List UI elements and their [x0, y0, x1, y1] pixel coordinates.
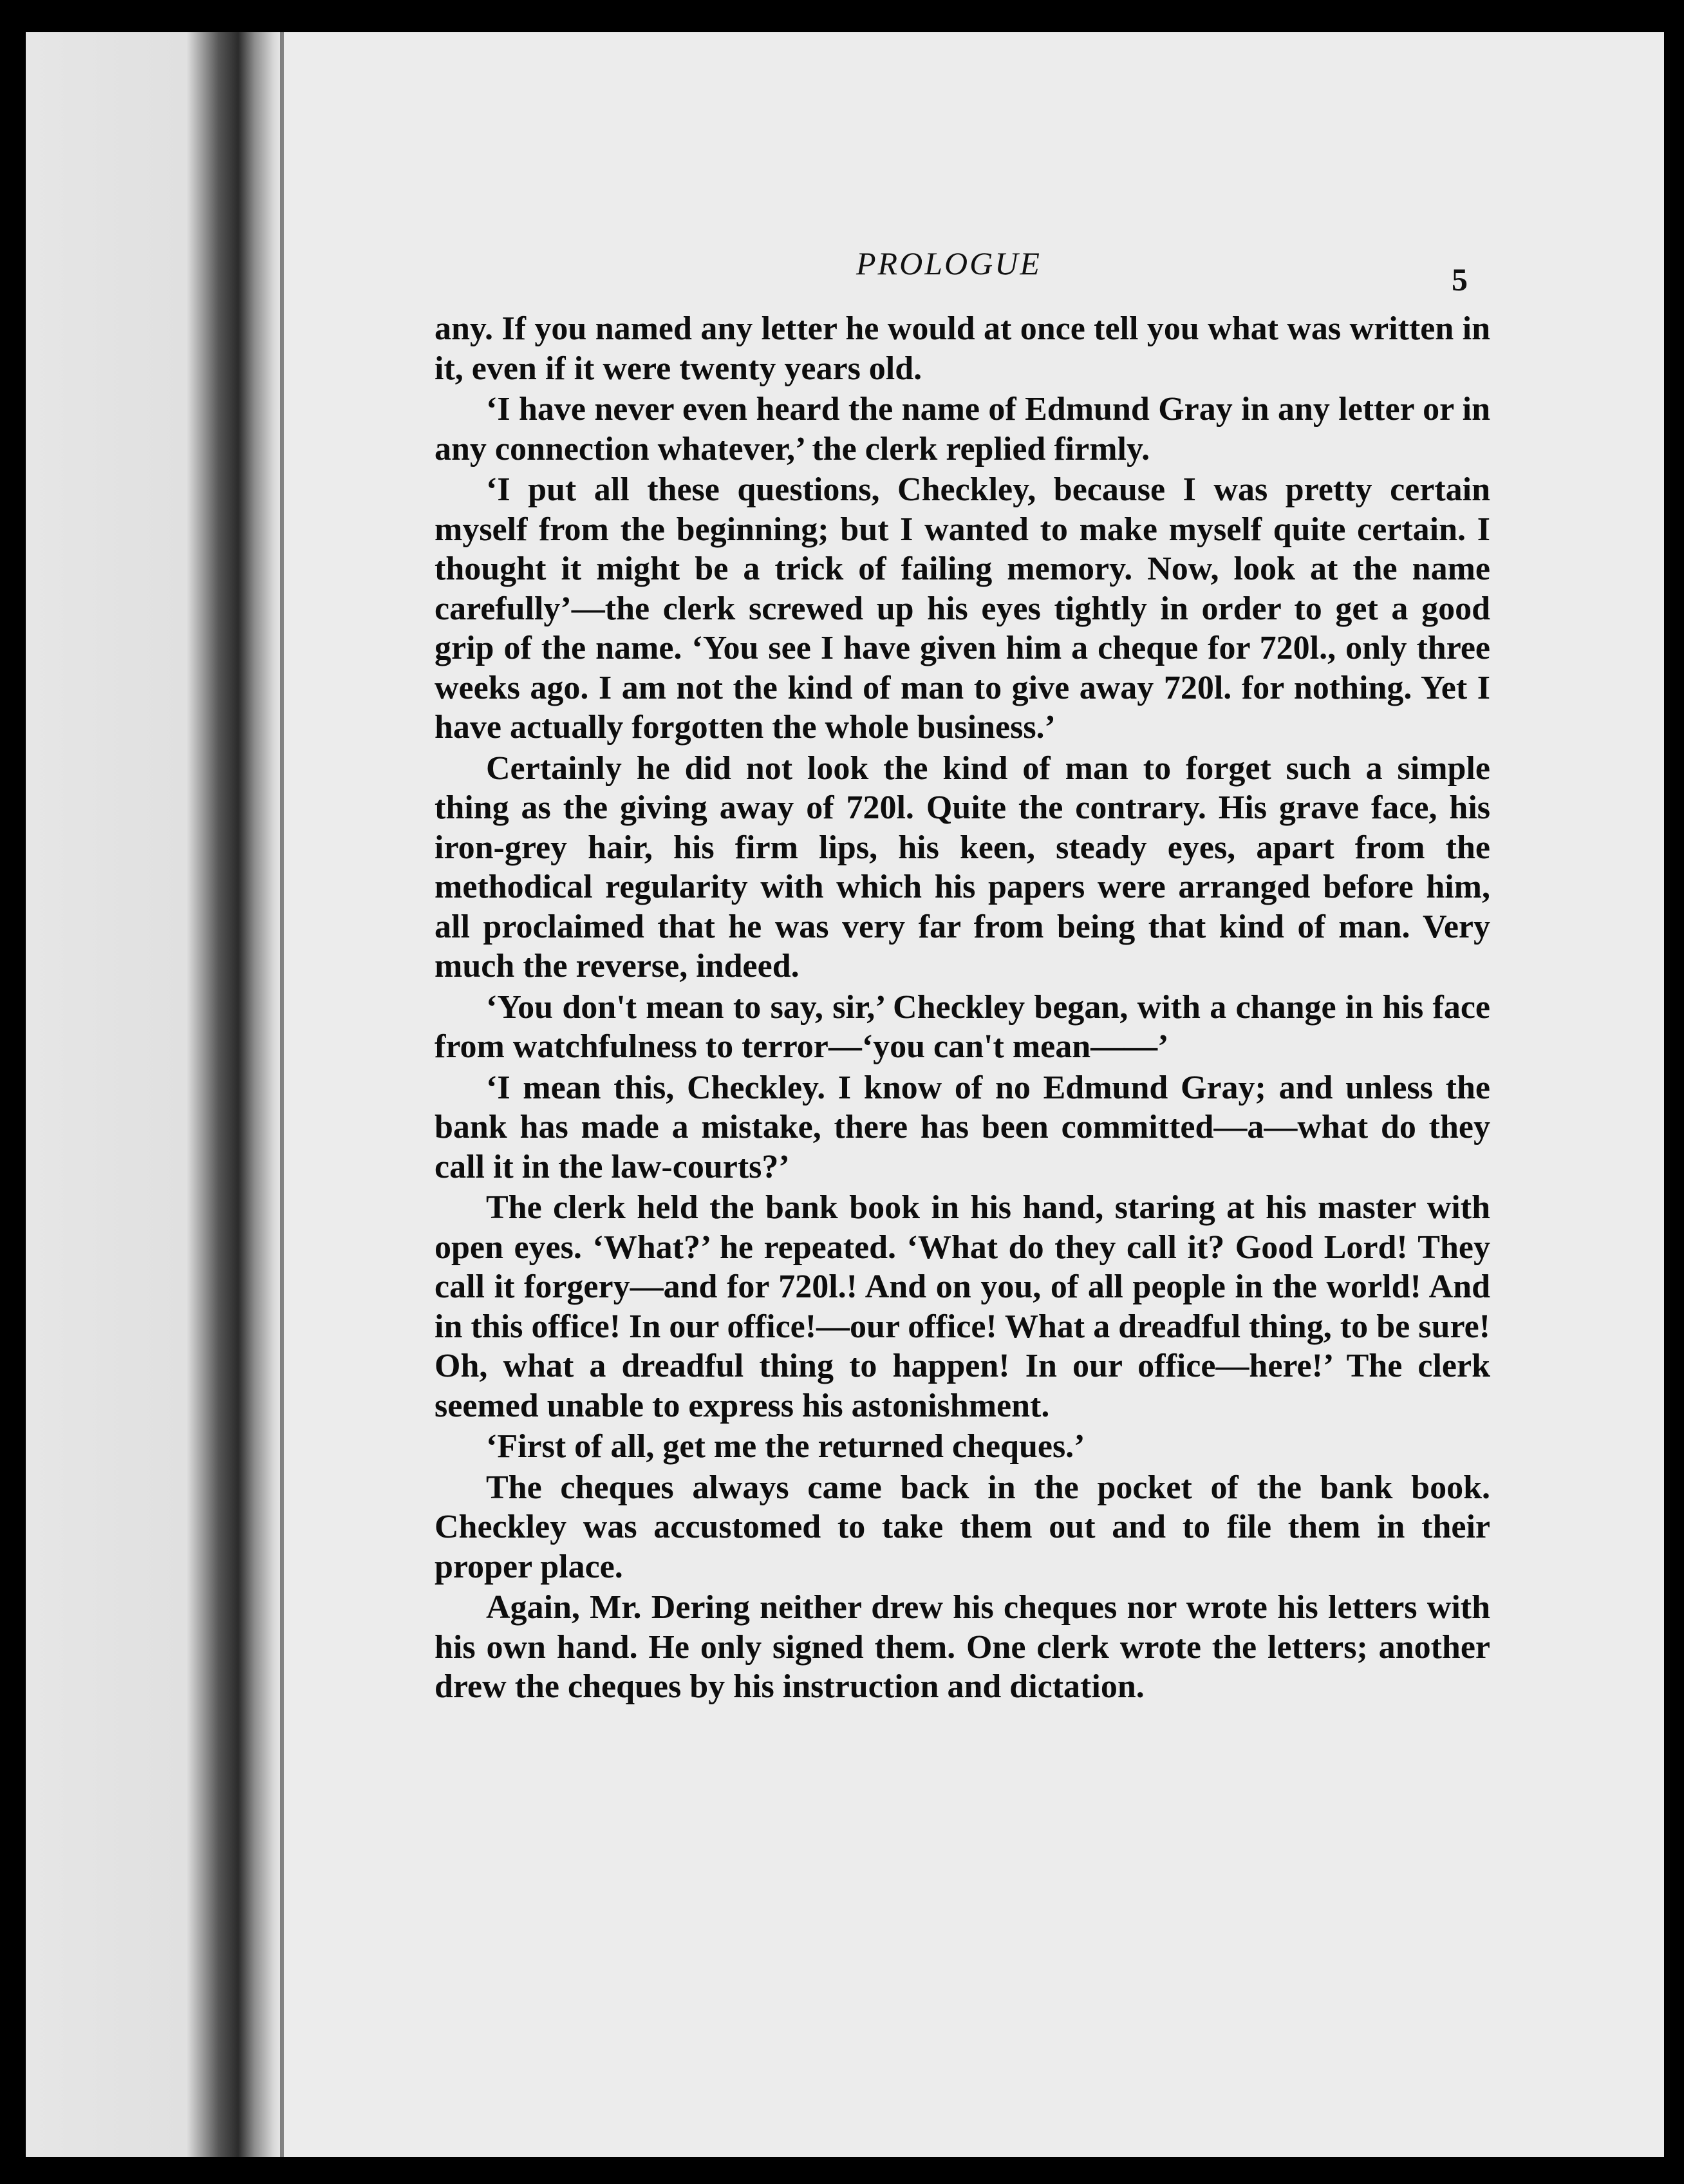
paragraph: Certainly he did not look the kind of man to forget such a simple thing as the giving away of 720l. Quite the contrary. His grave face, his iron-grey hair, his firm lips, his keen, steady eyes, apart from the methodical regularity with which his papers were arranged before him, all proclaimed that he was very far from being that kind of man. Very much the reverse, indeed. — [435, 749, 1490, 984]
page-gutter-edge — [280, 32, 284, 2157]
paragraph: ‘You don't mean to say, sir,’ Checkley began, with a change in his face from watchfulness to terror—‘you can't mean——’ — [435, 988, 1490, 1065]
paragraph: ‘I put all these questions, Checkley, because I was pretty certain myself from the beginning; but I wanted to make myself quite certain. I thought it might be a trick of failing memory. Now, look at the name carefully’—the clerk screwed up his eyes tightly in order to get a good grip of the name. ‘You see I have given him a cheque for 720l., only three weeks ago. I am not the kind of man to give away 720l. for nothing. Yet I have actually forgotten the whole business.’ — [435, 471, 1490, 746]
body-text — [435, 309, 1490, 1708]
scanned-book-page — [26, 32, 1664, 2157]
page-number: 5 — [1452, 261, 1468, 297]
paragraph: ‘I mean this, Checkley. I know of no Edmund Gray; and unless the bank has made a mistake, there has been committed—a—what do they call it in the law-courts?’ — [435, 1069, 1490, 1185]
book-spine-shadow — [26, 32, 283, 2157]
paragraph: any. If you named any letter he would at once tell you what was written in it, even if it were twenty years old. — [435, 310, 1490, 387]
paragraph: The cheques always came back in the pocket of the bank book. Checkley was accustomed to take them out and to file them in their proper place. — [435, 1469, 1490, 1585]
paragraph: ‘I have never even heard the name of Edmund Gray in any letter or in any connection whatever,’ the clerk replied firmly. — [435, 391, 1490, 467]
paragraph: ‘First of all, get me the returned cheques.’ — [486, 1428, 1085, 1465]
running-head: PROLOGUE — [856, 245, 1042, 281]
paragraph: Again, Mr. Dering neither drew his cheques nor wrote his letters with his own hand. He only signed them. One clerk wrote the letters; another drew the cheques by his instruction and dictation. — [435, 1589, 1490, 1705]
paragraph: The clerk held the bank book in his hand, staring at his master with open eyes. ‘What?’ he repeated. ‘What do they call it? Good Lord! They call it forgery—and for 720l.! And on you, of all people in the world! And in this office! In our office!—our office! What a dreadful thing, to be sure! Oh, what a dreadful thing to happen! In our office—here!’ The clerk seemed unable to express his astonishment. — [435, 1189, 1490, 1424]
